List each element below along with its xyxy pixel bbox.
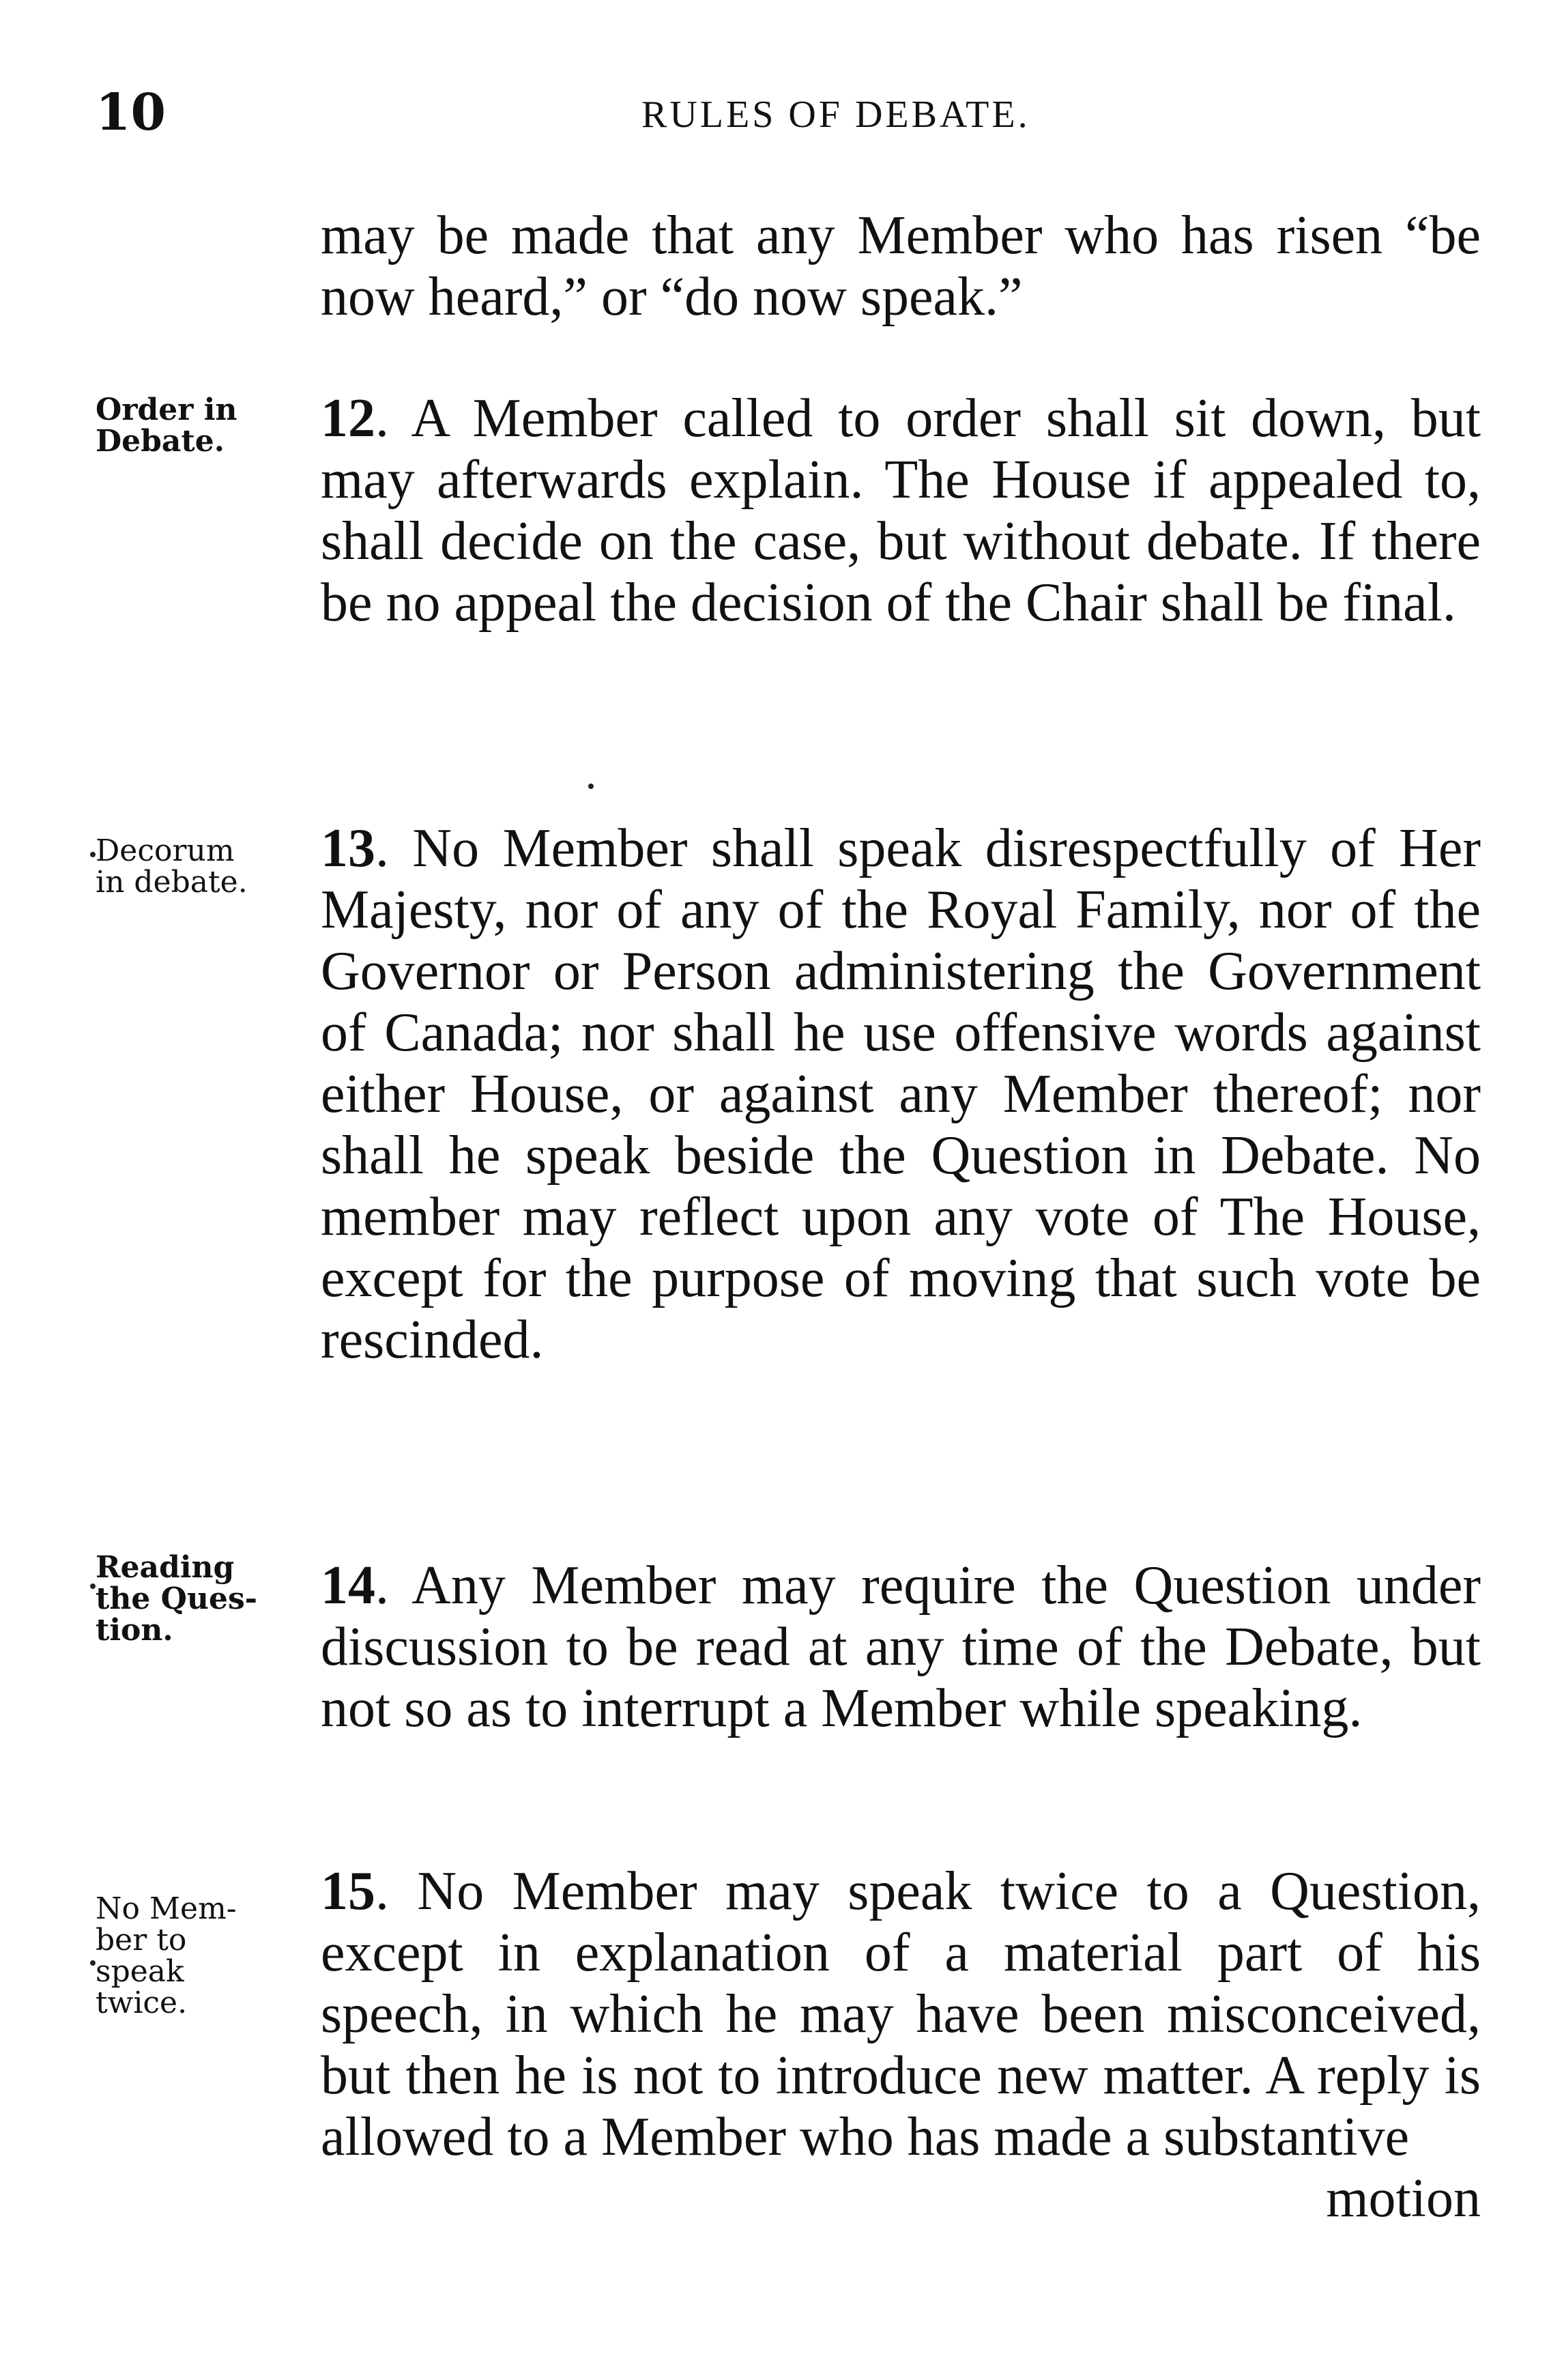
rule-12-text: . A Member called to order shall sit down, but may afterwards explain. The House if appealed to, shall decide on the case, but without debate. If there be no appeal the decision of the Chair shall be final. bbox=[321, 388, 1481, 633]
margin-note-reading-the-question: Reading the Ques- tion. bbox=[96, 1550, 257, 1648]
print-speck bbox=[90, 1960, 96, 1966]
rule-12-paragraph bbox=[321, 388, 1481, 633]
margin-note-decorum-in-debate: Decorum in debate. bbox=[96, 833, 248, 900]
rule-14-text: . Any Member may require the Question under discussion to be read at any time of the Debate, but not so as to interrupt a Member while speaking. bbox=[321, 1555, 1481, 1738]
rule-14 bbox=[321, 1555, 1481, 1739]
rule-14-paragraph bbox=[321, 1555, 1481, 1739]
page-number: 10 bbox=[96, 83, 166, 142]
rule-13-text: . No Member shall speak disrespectfully of Her Majesty, nor of any of the Royal Family, nor of the Governor or Person administering the Government of Canada; nor shall he use offensive words against either House, or against any Member thereof; nor shall he speak beside the Question in Debate. No member may reflect upon any vote of The House, except for the purpose of moving that such vote be rescinded. bbox=[321, 818, 1481, 1370]
print-speck bbox=[90, 1583, 96, 1589]
rule-12 bbox=[321, 388, 1481, 633]
rule-15-text: . No Member may speak twice to a Question, except in explanation of a material part of his speech, in which he may have been misconceived, but then he is not to introduce new matter. A reply is allowed to a Member who has made a substantive bbox=[321, 1861, 1481, 2167]
rule-13 bbox=[321, 818, 1481, 1371]
margin-note-no-member-to-speak-twice: No Mem- ber to speak twice. bbox=[96, 1891, 237, 2020]
print-speck bbox=[90, 852, 96, 857]
running-head: RULES OF DEBATE. bbox=[641, 94, 1030, 136]
print-speck bbox=[588, 784, 594, 789]
continuation-text: may be made that any Member who has risen “be now heard,” or “do now speak.” bbox=[321, 205, 1481, 327]
continuation-paragraph bbox=[321, 205, 1481, 328]
rule-13-paragraph bbox=[321, 818, 1481, 1371]
rule-12-number: 12 bbox=[321, 388, 375, 448]
margin-note-order-in-debate: Order in Debate. bbox=[96, 392, 237, 459]
rule-14-number: 14 bbox=[321, 1555, 375, 1616]
rule-13-number: 13 bbox=[321, 818, 375, 878]
rule-15-last-line: motion bbox=[1326, 2168, 1481, 2228]
rule-15-paragraph bbox=[321, 1861, 1481, 2168]
rule-15-number: 15 bbox=[321, 1861, 375, 1921]
rule-15 bbox=[321, 1861, 1481, 2229]
